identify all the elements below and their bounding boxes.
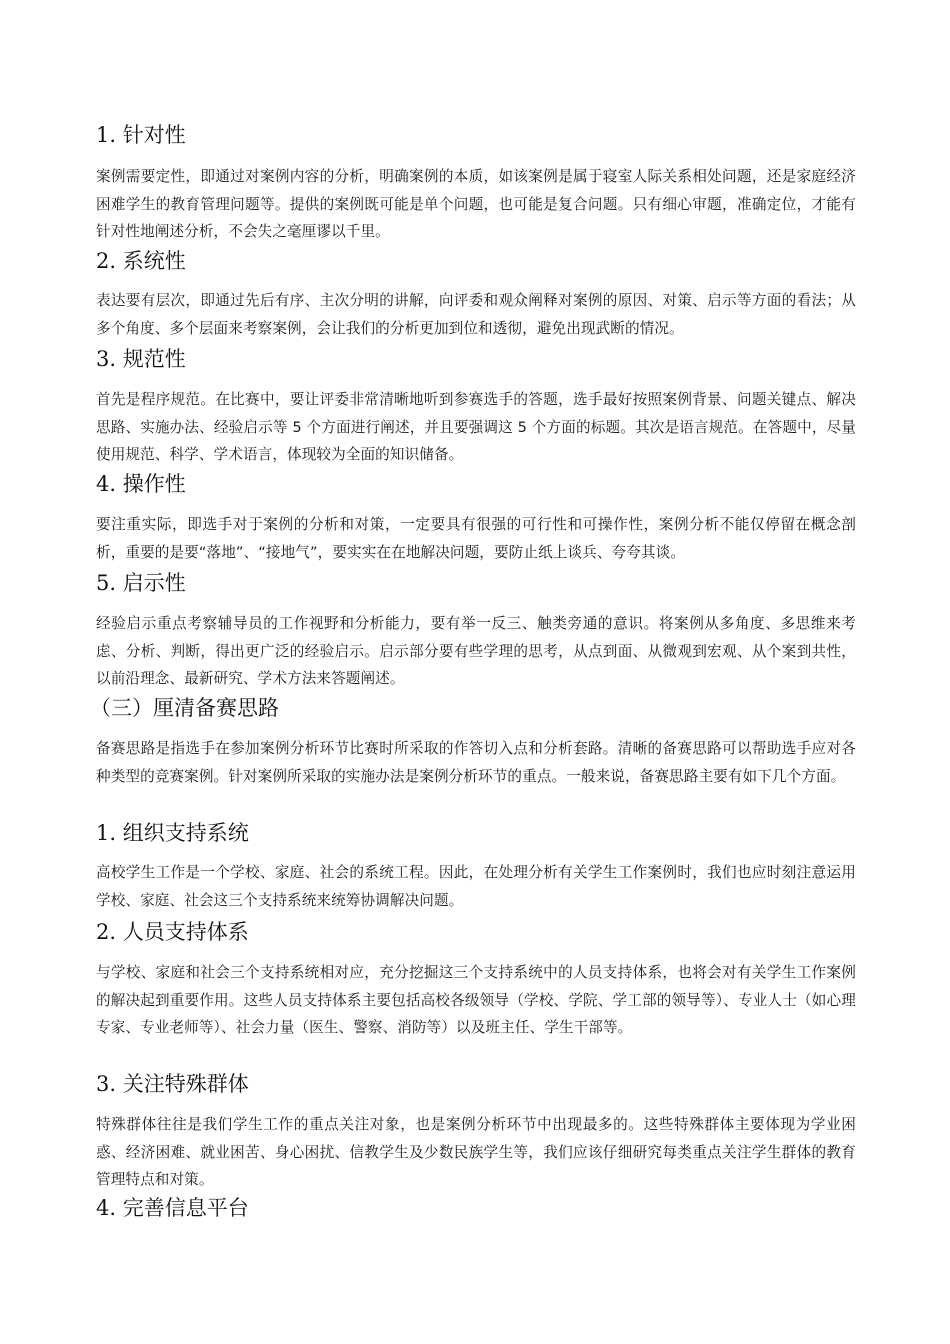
- section-heading: 1. 针对性: [96, 123, 186, 147]
- subsection-heading: （三）厘清备赛思路: [90, 696, 279, 720]
- section-paragraph: 备赛思路是指选手在参加案例分析环节比赛时所采取的作答切入点和分析套路。清晰的备赛思路可以帮助选手应对各种类型的竞赛案例。针对案例所采取的实施办法是案例分析环节的重点。一般来说，备赛思路主要有如下几个方面。: [96, 740, 856, 785]
- section-paragraph: 案例需要定性，即通过对案例内容的分析，明确案例的本质，如该案例是属于寝室人际关系相处问题，还是家庭经济困难学生的教育管理问题等。提供的案例既可能是单个问题，也可能是复合问题。只有细心审题，准确定位，才能有针对性地阐述分析，不会失之毫厘谬以千里。: [96, 168, 856, 240]
- section-paragraph: 经验启示重点考察辅导员的工作视野和分析能力，要有举一反三、触类旁通的意识。将案例从多角度、多思维来考虑、分析、判断，得出更广泛的经验启示。启示部分要有些学理的思考，从点到面、从微观到宏观、从个案到共性，以前沿理念、最新研究、学术方法来答题阐述。: [96, 615, 856, 687]
- section-heading: 4. 完善信息平台: [96, 1196, 249, 1220]
- section-heading: 1. 组织支持系统: [96, 821, 249, 845]
- section-paragraph: 首先是程序规范。在比赛中，要让评委非常清晰地听到参赛选手的答题，选手最好按照案例背景、问题关键点、解决思路、实施办法、经验启示等 5 个方面进行阐述，并且要强调这 5 个方面的标题。其次是语言规范。在答题中，尽量使用规范、科学、学术语言，体现较为全面的知识储备。: [96, 391, 856, 463]
- section-heading: 5. 启示性: [96, 571, 186, 595]
- section-paragraph: 特殊群体往往是我们学生工作的重点关注对象，也是案例分析环节中出现最多的。这些特殊群体主要体现为学业困惑、经济困难、就业困苦、身心困扰、信教学生及少数民族学生等，我们应该仔细研究每类重点关注学生群体的教育管理特点和对策。: [96, 1116, 856, 1188]
- section-heading: 3. 规范性: [96, 347, 186, 371]
- section-heading: 4. 操作性: [96, 472, 186, 496]
- section-paragraph: 表达要有层次，即通过先后有序、主次分明的讲解，向评委和观众阐释对案例的原因、对策、启示等方面的看法；从多个角度、多个层面来考察案例，会让我们的分析更加到位和透彻，避免出现武断的情况。: [96, 292, 856, 337]
- section-paragraph: 要注重实际，即选手对于案例的分析和对策，一定要具有很强的可行性和可操作性，案例分析不能仅停留在概念剖析，重要的是要“落地”、“接地气”，要实实在在地解决问题，要防止纸上谈兵、夸夸其谈。: [96, 516, 856, 561]
- section-heading: 2. 人员支持体系: [96, 920, 249, 944]
- section-heading: 2. 系统性: [96, 249, 186, 273]
- section-paragraph: 高校学生工作是一个学校、家庭、社会的系统工程。因此，在处理分析有关学生工作案例时，我们也应时刻注意运用学校、家庭、社会这三个支持系统来统筹协调解决问题。: [96, 864, 856, 909]
- section-heading: 3. 关注特殊群体: [96, 1072, 249, 1096]
- section-paragraph: 与学校、家庭和社会三个支持系统相对应，充分挖掘这三个支持系统中的人员支持体系，也将会对有关学生工作案例的解决起到重要作用。这些人员支持体系主要包括高校各级领导（学校、学院、学工部的领导等）、专业人士（如心理专家、专业老师等）、社会力量（医生、警察、消防等）以及班主任、学生干部等。: [96, 964, 856, 1036]
